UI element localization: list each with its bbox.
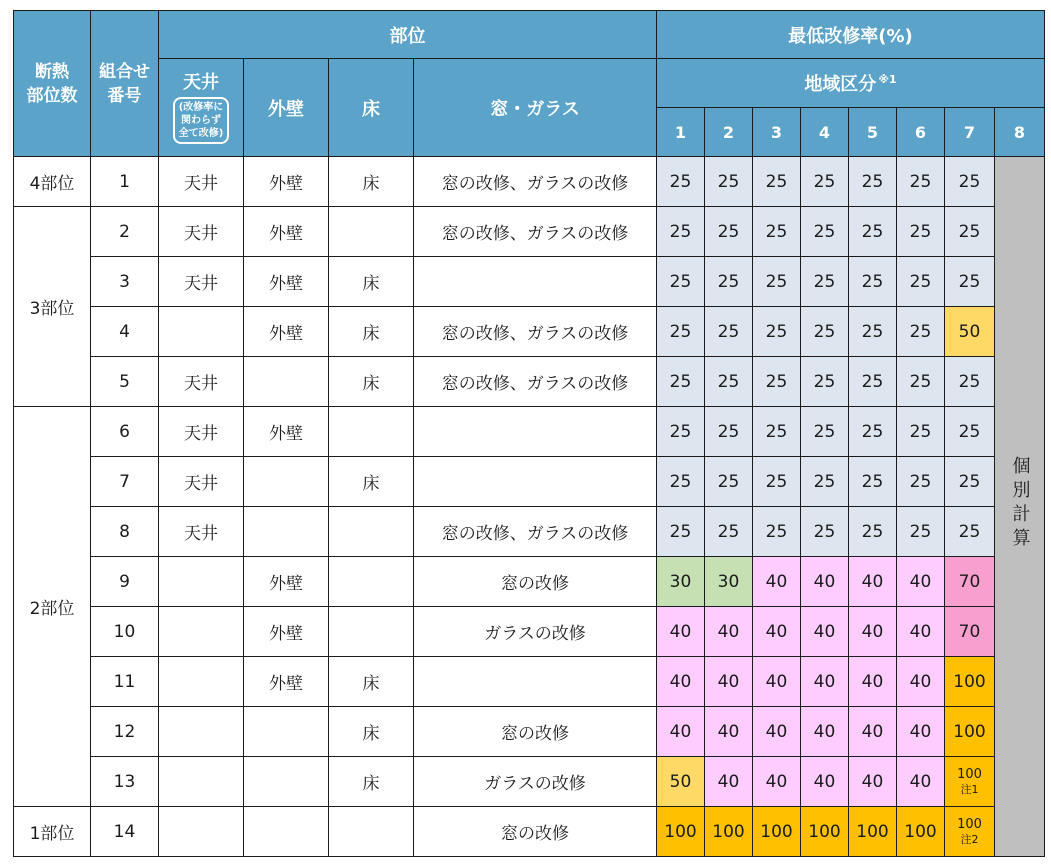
rate-cell-region-6: 40 xyxy=(897,657,945,707)
region-8-header: 8 xyxy=(995,108,1045,157)
rate-cell-region-2: 30 xyxy=(705,557,753,607)
rate-cell-region-1: 25 xyxy=(657,457,705,507)
rate-cell-region-6: 25 xyxy=(897,507,945,557)
rate-cell-region-5: 25 xyxy=(849,157,897,207)
rate-cell-region-4: 40 xyxy=(801,707,849,757)
rate-cell-region-3: 25 xyxy=(753,257,801,307)
rate-cell-region-5: 40 xyxy=(849,757,897,807)
rate-cell-region-6: 25 xyxy=(897,257,945,307)
rate-cell-region-2: 25 xyxy=(705,307,753,357)
rate-cell-region-6: 25 xyxy=(897,357,945,407)
rate-cell-region-4: 25 xyxy=(801,257,849,307)
rate-cell-region-4: 40 xyxy=(801,557,849,607)
rate-cell-region-6: 40 xyxy=(897,707,945,757)
floor-cell xyxy=(329,557,414,607)
region-2-header: 2 xyxy=(705,108,753,157)
rate-cell-region-5: 100 xyxy=(849,807,897,857)
header-mado: 窓・ガラス xyxy=(414,59,657,157)
rate-cell-region-3: 25 xyxy=(753,307,801,357)
floor-cell: 床 xyxy=(329,757,414,807)
floor-cell: 床 xyxy=(329,657,414,707)
ceiling-cell xyxy=(159,607,244,657)
rate-cell-region-2: 25 xyxy=(705,507,753,557)
floor-cell xyxy=(329,407,414,457)
window-glass-cell: 窓の改修 xyxy=(414,707,657,757)
rate-cell-region-7: 70 xyxy=(945,557,995,607)
rate-cell-region-3: 25 xyxy=(753,407,801,457)
wall-cell xyxy=(244,757,329,807)
rate-cell-region-7: 25 xyxy=(945,457,995,507)
header-gaiheki: 外壁 xyxy=(244,59,329,157)
region-4-header: 4 xyxy=(801,108,849,157)
rate-cell-region-1: 25 xyxy=(657,307,705,357)
ceiling-cell xyxy=(159,557,244,607)
individual-calc-label: 個別計算 xyxy=(1009,456,1031,552)
combo-number-cell: 8 xyxy=(91,507,159,557)
rate-cell-region-1: 25 xyxy=(657,507,705,557)
floor-cell xyxy=(329,807,414,857)
rate-cell-region-2: 25 xyxy=(705,157,753,207)
header-parts-count xyxy=(14,11,91,157)
combo-number-cell: 3 xyxy=(91,257,159,307)
rate-table-container xyxy=(13,10,1045,857)
tenjo-note: (改修率に 関わらず 全て改修) xyxy=(173,97,230,144)
table-row xyxy=(14,507,1045,557)
table-row xyxy=(14,307,1045,357)
window-glass-cell: 窓の改修、ガラスの改修 xyxy=(414,157,657,207)
rate-cell-region-5: 25 xyxy=(849,507,897,557)
rate-value: 100 xyxy=(957,816,982,832)
wall-cell: 外壁 xyxy=(244,157,329,207)
floor-cell: 床 xyxy=(329,257,414,307)
table-row xyxy=(14,657,1045,707)
rate-cell-region-2: 25 xyxy=(705,207,753,257)
rate-cell-region-4: 25 xyxy=(801,457,849,507)
header-min-rate: 最低改修率(%) xyxy=(657,11,1045,59)
region-note: ※1 xyxy=(878,73,897,86)
parts-count-cell: 3部位 xyxy=(14,207,91,407)
combo-number-cell: 9 xyxy=(91,557,159,607)
ceiling-cell: 天井 xyxy=(159,457,244,507)
wall-cell xyxy=(244,707,329,757)
rate-cell-region-3: 40 xyxy=(753,707,801,757)
table-row xyxy=(14,157,1045,207)
combo-number-cell: 12 xyxy=(91,707,159,757)
wall-cell: 外壁 xyxy=(244,257,329,307)
floor-cell: 床 xyxy=(329,157,414,207)
rate-cell-region-4: 40 xyxy=(801,757,849,807)
combo-number-cell: 10 xyxy=(91,607,159,657)
combo-number-cell: 4 xyxy=(91,307,159,357)
floor-cell xyxy=(329,507,414,557)
table-row xyxy=(14,407,1045,457)
window-glass-cell xyxy=(414,457,657,507)
rate-cell-region-5: 25 xyxy=(849,257,897,307)
rate-cell-region-6: 25 xyxy=(897,157,945,207)
rate-cell-region-5: 40 xyxy=(849,707,897,757)
rate-cell-region-2: 40 xyxy=(705,757,753,807)
rate-cell-region-6: 40 xyxy=(897,607,945,657)
combo-number-cell: 6 xyxy=(91,407,159,457)
table-row xyxy=(14,557,1045,607)
rate-cell-region-3: 40 xyxy=(753,657,801,707)
rate-cell-region-7: 50 xyxy=(945,307,995,357)
ceiling-cell: 天井 xyxy=(159,407,244,457)
rate-cell-region-2: 40 xyxy=(705,657,753,707)
floor-cell: 床 xyxy=(329,307,414,357)
combo-number-cell: 1 xyxy=(91,157,159,207)
wall-cell xyxy=(244,357,329,407)
table-row xyxy=(14,607,1045,657)
rate-cell-region-5: 25 xyxy=(849,307,897,357)
rate-cell-region-1: 40 xyxy=(657,607,705,657)
ceiling-cell: 天井 xyxy=(159,157,244,207)
window-glass-cell: 窓の改修、ガラスの改修 xyxy=(414,207,657,257)
rate-cell-region-2: 25 xyxy=(705,357,753,407)
rate-cell-region-5: 40 xyxy=(849,657,897,707)
rate-cell-region-6: 40 xyxy=(897,557,945,607)
parts-count-cell: 4部位 xyxy=(14,157,91,207)
ceiling-cell xyxy=(159,657,244,707)
ceiling-cell: 天井 xyxy=(159,257,244,307)
combo-number-cell: 13 xyxy=(91,757,159,807)
rate-cell-region-6: 25 xyxy=(897,407,945,457)
rate-cell-region-3: 25 xyxy=(753,157,801,207)
region-5-header: 5 xyxy=(849,108,897,157)
rate-cell-region-5: 40 xyxy=(849,557,897,607)
floor-cell: 床 xyxy=(329,707,414,757)
rate-cell-region-4: 25 xyxy=(801,307,849,357)
parts-count-cell: 2部位 xyxy=(14,407,91,807)
combo-number-cell: 14 xyxy=(91,807,159,857)
wall-cell: 外壁 xyxy=(244,657,329,707)
rate-cell-region-3: 25 xyxy=(753,507,801,557)
rate-cell-region-7 xyxy=(945,757,995,807)
ceiling-cell xyxy=(159,307,244,357)
header-yuka: 床 xyxy=(329,59,414,157)
window-glass-cell: 窓の改修、ガラスの改修 xyxy=(414,357,657,407)
rate-cell-region-1: 100 xyxy=(657,807,705,857)
ceiling-cell: 天井 xyxy=(159,357,244,407)
rate-cell-region-1: 40 xyxy=(657,707,705,757)
rate-cell-region-3: 25 xyxy=(753,357,801,407)
window-glass-cell xyxy=(414,657,657,707)
rate-cell-region-1: 40 xyxy=(657,657,705,707)
window-glass-cell: 窓の改修 xyxy=(414,807,657,857)
region-label: 地域区分 xyxy=(804,74,877,95)
header-buiu: 部位 xyxy=(159,11,657,59)
header-tenjo xyxy=(159,59,244,157)
rate-cell-region-1: 50 xyxy=(657,757,705,807)
rate-cell-region-1: 25 xyxy=(657,157,705,207)
rate-cell-region-4: 40 xyxy=(801,657,849,707)
wall-cell: 外壁 xyxy=(244,607,329,657)
table-row xyxy=(14,207,1045,257)
rate-cell-region-4: 25 xyxy=(801,207,849,257)
combo-number-label: 組合せ 番号 xyxy=(99,61,150,106)
floor-cell: 床 xyxy=(329,357,414,407)
window-glass-cell: ガラスの改修 xyxy=(414,757,657,807)
rate-cell-region-1: 25 xyxy=(657,257,705,307)
table-row xyxy=(14,757,1045,807)
rate-cell-region-3: 25 xyxy=(753,457,801,507)
ceiling-cell: 天井 xyxy=(159,507,244,557)
window-glass-cell: ガラスの改修 xyxy=(414,607,657,657)
rate-cell-region-6: 25 xyxy=(897,207,945,257)
combo-number-cell: 11 xyxy=(91,657,159,707)
rate-cell-region-4: 100 xyxy=(801,807,849,857)
rate-cell-region-7: 25 xyxy=(945,157,995,207)
table-row xyxy=(14,357,1045,407)
rate-cell-region-7: 25 xyxy=(945,257,995,307)
wall-cell: 外壁 xyxy=(244,557,329,607)
rate-cell-region-3: 40 xyxy=(753,557,801,607)
rate-cell-region-4: 25 xyxy=(801,407,849,457)
region-7-header: 7 xyxy=(945,108,995,157)
rate-cell-region-2: 40 xyxy=(705,707,753,757)
insulation-rate-table xyxy=(13,10,1045,857)
rate-cell-region-2: 40 xyxy=(705,607,753,657)
rate-cell-region-5: 25 xyxy=(849,457,897,507)
ceiling-cell xyxy=(159,707,244,757)
header-combo-number xyxy=(91,11,159,157)
rate-cell-region-6: 25 xyxy=(897,307,945,357)
wall-cell xyxy=(244,507,329,557)
wall-cell: 外壁 xyxy=(244,407,329,457)
window-glass-cell: 窓の改修 xyxy=(414,557,657,607)
floor-cell xyxy=(329,607,414,657)
rate-note: 注1 xyxy=(960,782,979,796)
combo-number-cell: 2 xyxy=(91,207,159,257)
table-row xyxy=(14,257,1045,307)
table-row xyxy=(14,707,1045,757)
ceiling-cell: 天井 xyxy=(159,207,244,257)
rate-value: 100 xyxy=(957,766,982,782)
rate-cell-region-5: 25 xyxy=(849,407,897,457)
rate-cell-region-4: 25 xyxy=(801,357,849,407)
region-6-header: 6 xyxy=(897,108,945,157)
rate-cell-region-4: 25 xyxy=(801,507,849,557)
parts-count-label: 断熱 部位数 xyxy=(26,61,78,106)
floor-cell: 床 xyxy=(329,457,414,507)
rate-cell-region-7: 25 xyxy=(945,207,995,257)
rate-cell-region-6: 40 xyxy=(897,757,945,807)
rate-cell-region-3: 40 xyxy=(753,607,801,657)
rate-cell-region-6: 100 xyxy=(897,807,945,857)
table-row xyxy=(14,457,1045,507)
region-1-header: 1 xyxy=(657,108,705,157)
combo-number-cell: 5 xyxy=(91,357,159,407)
window-glass-cell xyxy=(414,407,657,457)
rate-cell-region-4: 40 xyxy=(801,607,849,657)
rate-cell-region-2: 100 xyxy=(705,807,753,857)
window-glass-cell xyxy=(414,257,657,307)
ceiling-cell xyxy=(159,757,244,807)
parts-count-cell: 1部位 xyxy=(14,807,91,857)
rate-cell-region-7: 100 xyxy=(945,657,995,707)
rate-cell-region-3: 100 xyxy=(753,807,801,857)
table-row xyxy=(14,807,1045,857)
rate-cell-region-6: 25 xyxy=(897,457,945,507)
wall-cell xyxy=(244,807,329,857)
rate-cell-region-1: 25 xyxy=(657,407,705,457)
rate-cell-region-3: 25 xyxy=(753,207,801,257)
tenjo-label: 天井 xyxy=(183,71,219,93)
wall-cell: 外壁 xyxy=(244,307,329,357)
wall-cell: 外壁 xyxy=(244,207,329,257)
rate-cell-region-5: 25 xyxy=(849,207,897,257)
rate-cell-region-5: 40 xyxy=(849,607,897,657)
rate-cell-region-7: 25 xyxy=(945,357,995,407)
floor-cell xyxy=(329,207,414,257)
rate-note: 注2 xyxy=(960,832,979,846)
rate-cell-region-7: 25 xyxy=(945,407,995,457)
rate-cell-region-2: 25 xyxy=(705,457,753,507)
rate-cell-region-1: 25 xyxy=(657,207,705,257)
rate-cell-region-5: 25 xyxy=(849,357,897,407)
combo-number-cell: 7 xyxy=(91,457,159,507)
region-8-cell xyxy=(995,157,1045,857)
rate-cell-region-4: 25 xyxy=(801,157,849,207)
rate-cell-region-7 xyxy=(945,807,995,857)
rate-cell-region-7: 70 xyxy=(945,607,995,657)
region-3-header: 3 xyxy=(753,108,801,157)
rate-cell-region-7: 25 xyxy=(945,507,995,557)
window-glass-cell: 窓の改修、ガラスの改修 xyxy=(414,307,657,357)
rate-cell-region-2: 25 xyxy=(705,407,753,457)
rate-cell-region-1: 30 xyxy=(657,557,705,607)
rate-cell-region-7: 100 xyxy=(945,707,995,757)
wall-cell xyxy=(244,457,329,507)
window-glass-cell: 窓の改修、ガラスの改修 xyxy=(414,507,657,557)
header-region xyxy=(657,59,1045,108)
ceiling-cell xyxy=(159,807,244,857)
rate-cell-region-3: 40 xyxy=(753,757,801,807)
rate-cell-region-2: 25 xyxy=(705,257,753,307)
rate-cell-region-1: 25 xyxy=(657,357,705,407)
